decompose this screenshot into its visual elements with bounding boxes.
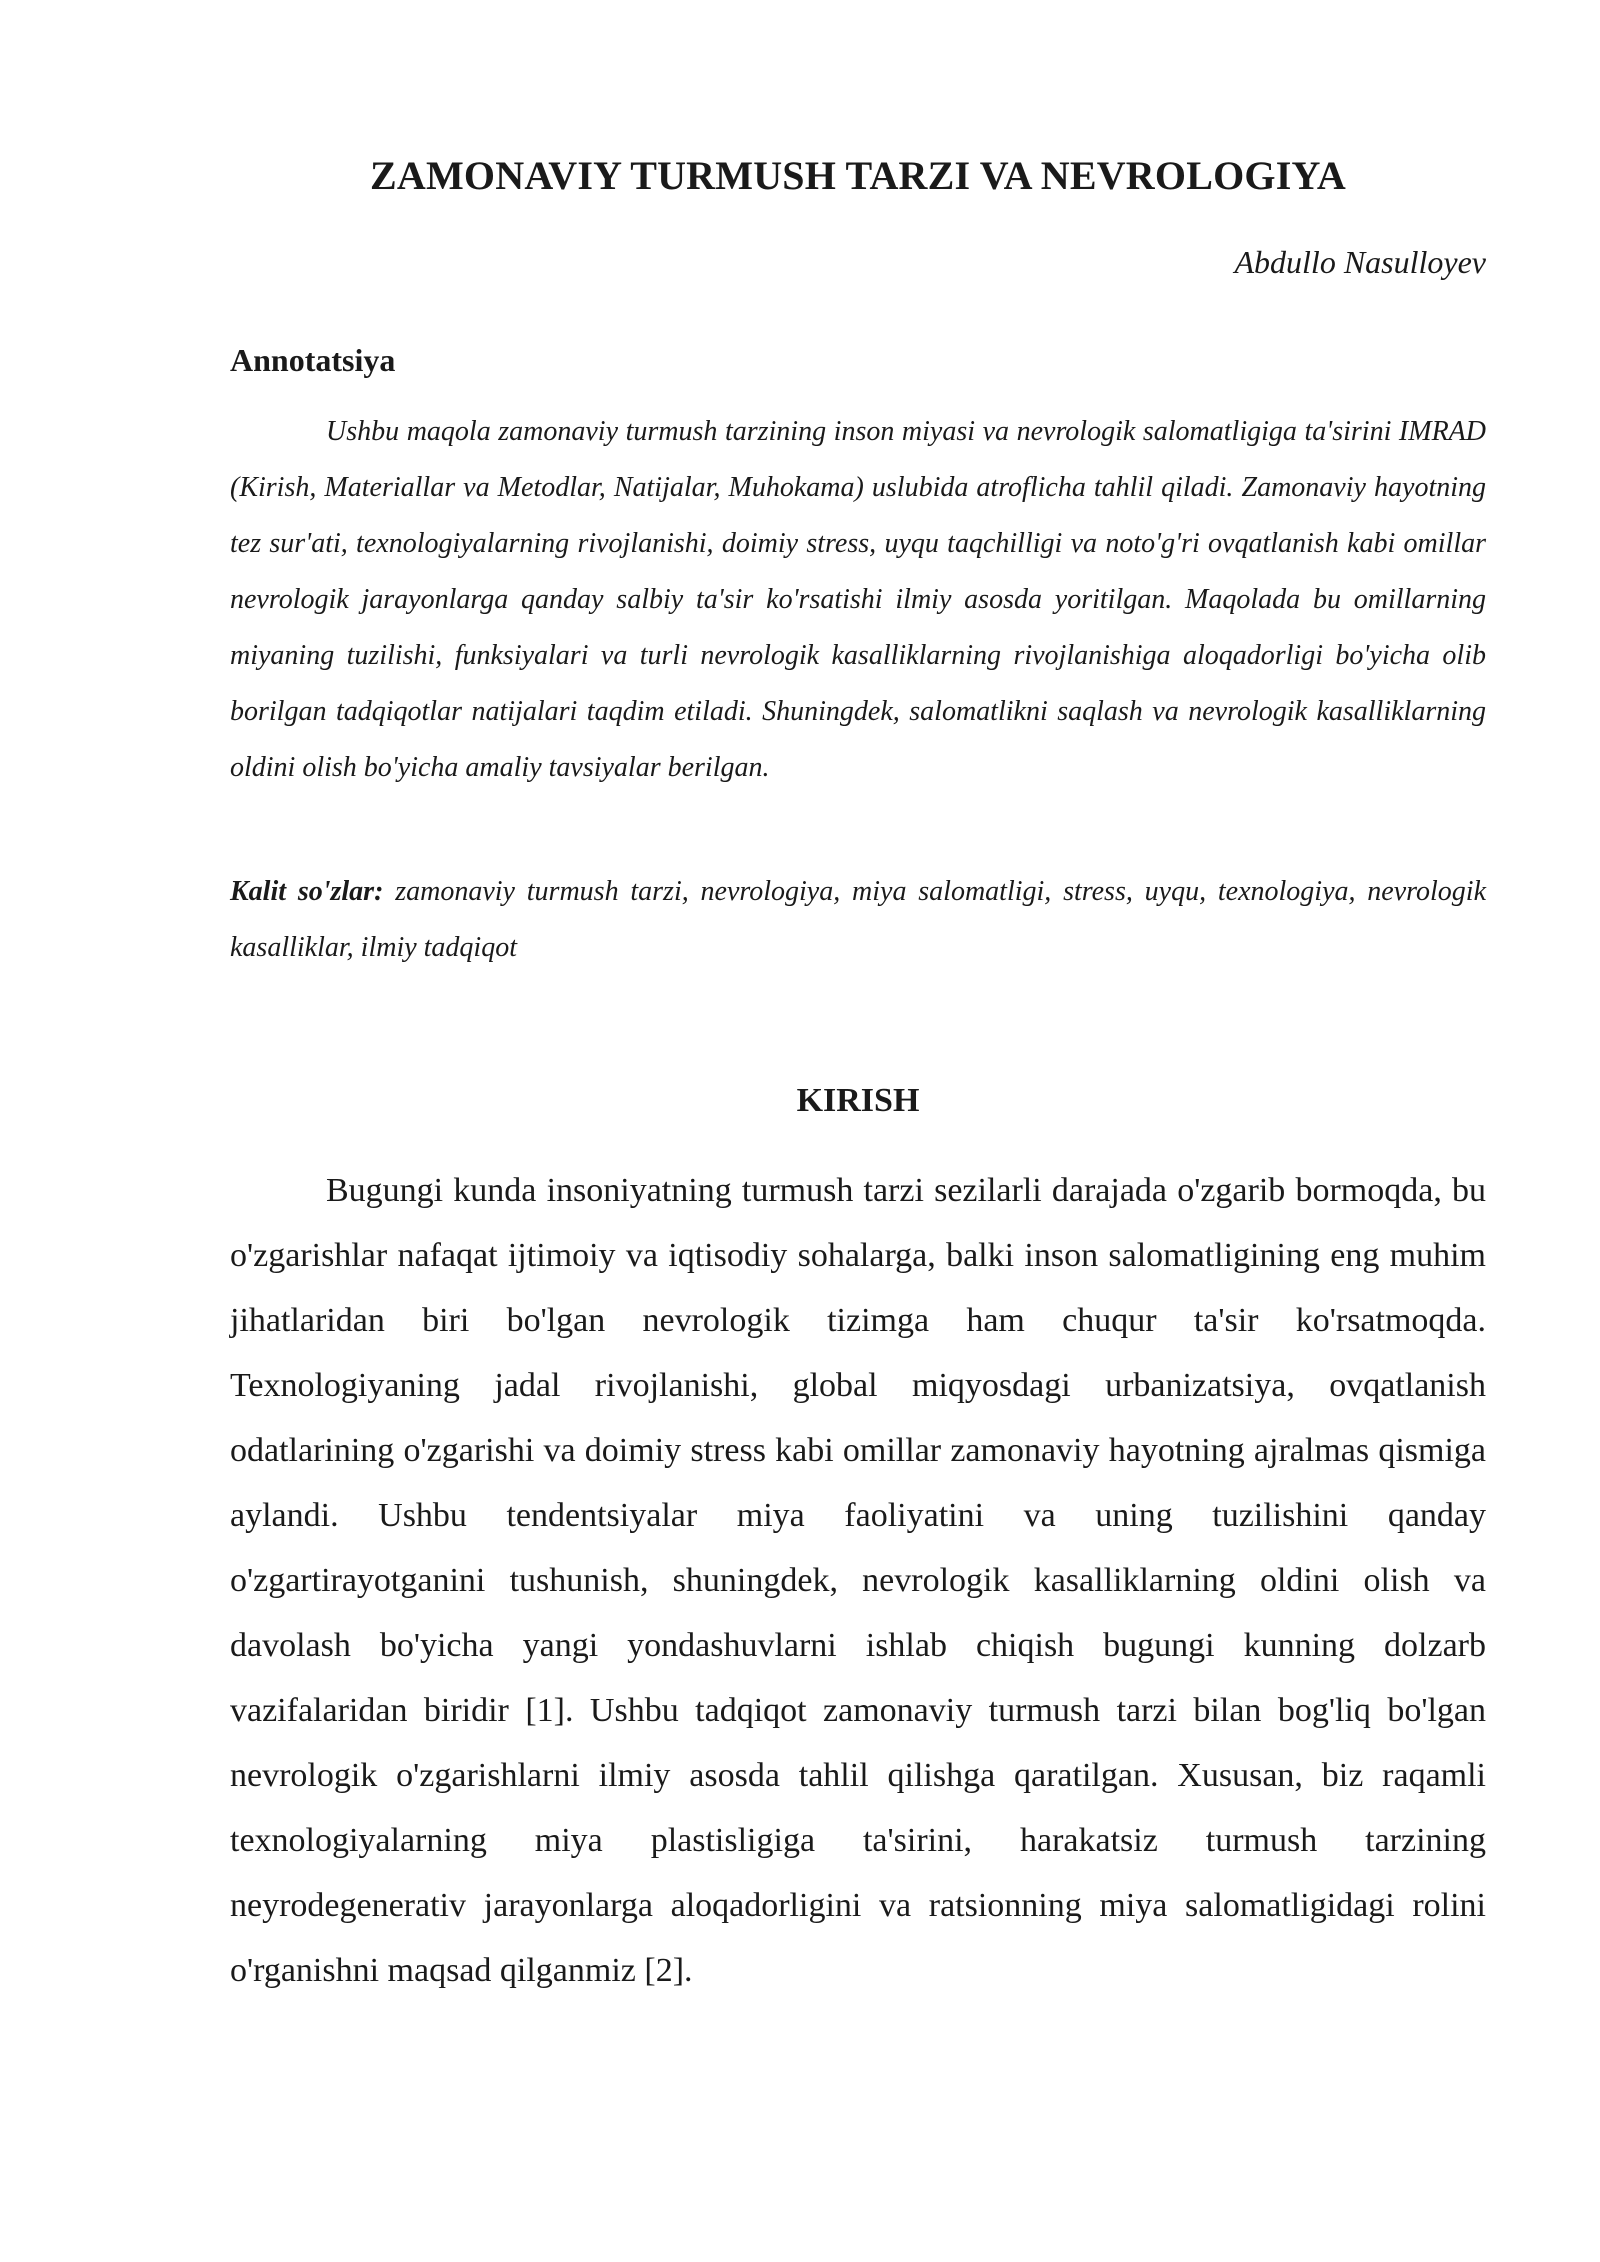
paper-title: ZAMONAVIY TURMUSH TARZI VA NEVROLOGIYA xyxy=(370,153,1346,198)
keywords-label: Kalit so'zlar: xyxy=(230,876,384,907)
author-name: Abdullo Nasulloyev xyxy=(1234,244,1486,280)
keywords-text: zamonaviy turmush tarzi, nevrologiya, miya salomatligi, stress, uyqu, texnologiya, nevrologik kasalliklar, ilmiy tadqiqot xyxy=(230,876,1487,963)
keywords-paragraph xyxy=(230,864,1486,976)
introduction-text: Bugungi kunda insoniyatning turmush tarzi sezilarli darajada o'zgarib bormoqda, bu o'zgarishlar nafaqat ijtimoiy va iqtisodiy sohalarga, balki inson salomatligining eng muhim jihatlaridan biri bo'lgan nevrologik tizimga ham chuqur ta'sir ko'rsatmoqda. Texnologiyaning jadal rivojlanishi, global miqyosdagi urbanizatsiya, ovqatlanish odatlarining o'zgarishi va doimiy stress kabi omillar zamonaviy hayotning ajralmas qismiga aylandi. Ushbu tendentsiyalar miya faoliyatini va uning tuzilishini qanday o'zgartirayotganini tushunish, shuningdek, nevrologik kasalliklarning oldini olish va davolash bo'yicha yangi yondashuvlarni ishlab chiqish bugungi kunning dolzarb vazifalaridan biridir [1]. Ushbu tadqiqot zamonaviy turmush tarzi bilan bog'liq bo'lgan nevrologik o'zgarishlarni ilmiy asosda tahlil qilishga qaratilgan. Xususan, biz raqamli texnologiyalarning miya plastisligiga ta'sirini, harakatsiz turmush tarzining neyrodegenerativ jarayonlarga aloqadorligini va ratsionning miya salomatligidagi rolini o'rganishni maqsad qilganmiz [2]. xyxy=(230,1172,1486,1989)
annotation-text: Ushbu maqola zamonaviy turmush tarzining inson miyasi va nevrologik salomatligiga ta'sirini IMRAD (Kirish, Materiallar va Metodlar, Natijalar, Muhokama) uslubida atroflicha tahlil qiladi. Zamonaviy hayotning tez sur'ati, texnologiyalarning rivojlanishi, doimiy stress, uyqu taqchilligi va noto'g'ri ovqatlanish kabi omillar nevrologik jarayonlarga qanday salbiy ta'sir ko'rsatishi ilmiy asosda yoritilgan. Maqolada bu omillarning miyaning tuzilishi, funksiyalari va turli nevrologik kasalliklarning rivojlanishiga aloqadorligi bo'yicha olib borilgan tadqiqotlar natijalari taqdim etiladi. Shuningdek, salomatlikni saqlash va nevrologik kasalliklarning oldini olish bo'yicha amaliy tavsiyalar berilgan. xyxy=(230,416,1486,783)
annotation-heading: Annotatsiya xyxy=(230,342,396,378)
introduction-heading: KIRISH xyxy=(796,1082,920,1119)
